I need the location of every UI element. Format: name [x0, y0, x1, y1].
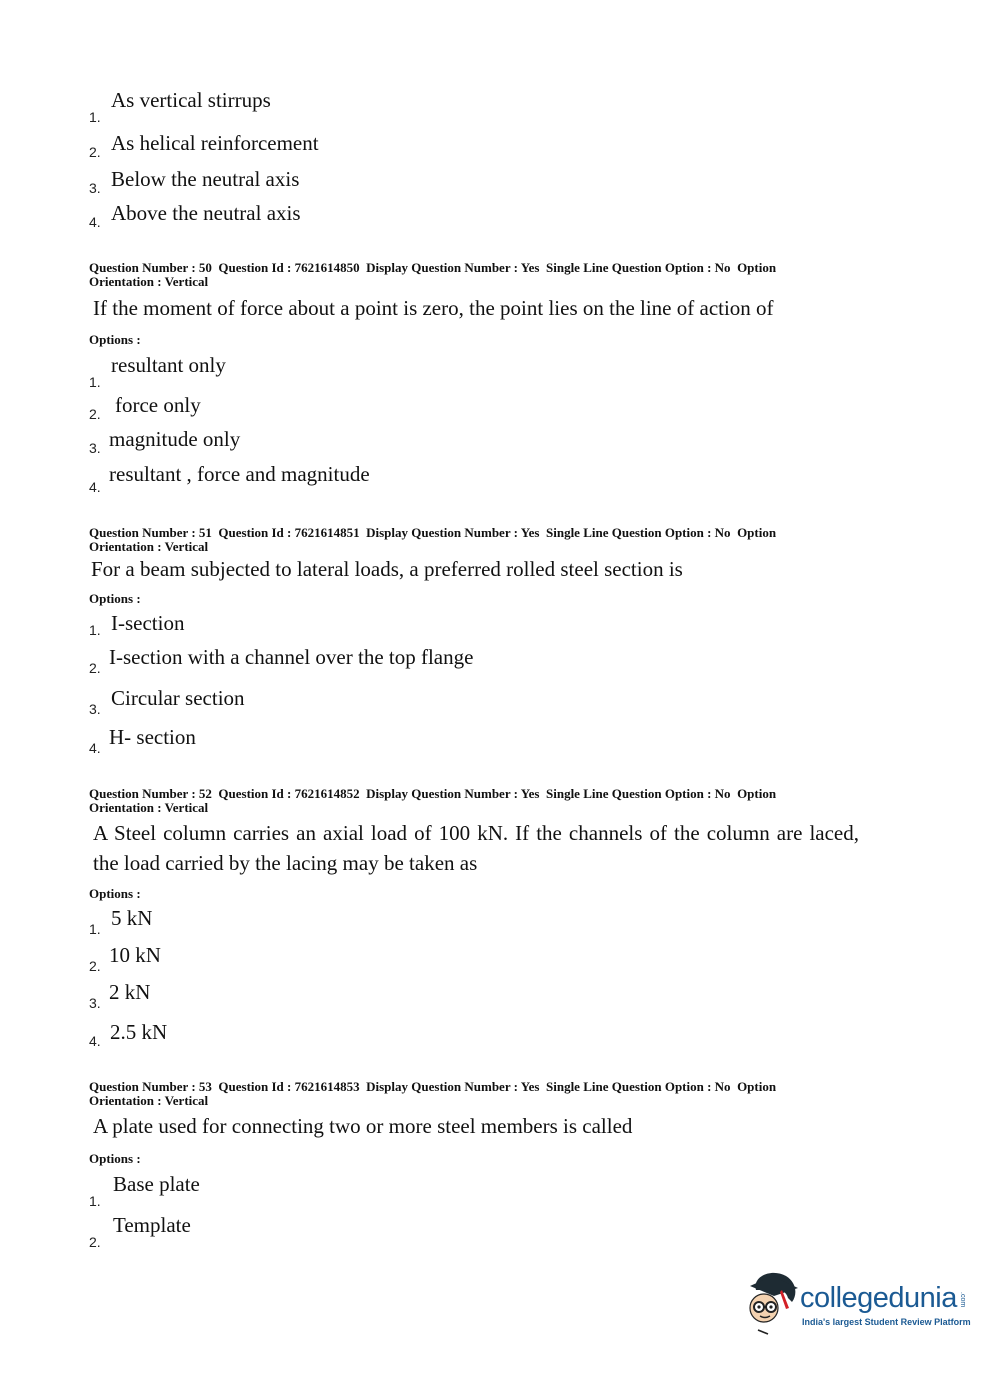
meta-label-display: Display Question Number :: [366, 1079, 518, 1094]
meta-label-question-id: Question Id :: [218, 260, 292, 275]
meta-label-single-line: Single Line Question Option :: [546, 1079, 712, 1094]
option-number: 2.: [89, 1234, 101, 1250]
meta-question-id: 7621614853: [294, 1079, 360, 1094]
question-meta: [89, 526, 869, 554]
meta-label-display: Display Question Number :: [366, 525, 518, 540]
option-text: 2.5 kN: [110, 1020, 168, 1044]
option-text: resultant , force and magnitude: [109, 462, 370, 486]
meta-label-question-number: Question Number :: [89, 786, 196, 801]
option-text: 10 kN: [109, 943, 161, 967]
meta-question-id: 7621614851: [294, 525, 360, 540]
option-number: 4.: [89, 740, 101, 756]
meta-label-question-id: Question Id :: [218, 525, 292, 540]
meta-label-option: Option: [737, 525, 777, 540]
options-label: Options :: [89, 1151, 141, 1166]
option-number: 3.: [89, 180, 101, 196]
meta-display-value: Yes: [520, 525, 540, 540]
meta-label-question-number: Question Number :: [89, 525, 196, 540]
option-text: I-section with a channel over the top flange: [109, 645, 474, 669]
options-label: Options :: [89, 886, 141, 901]
logo-tagline: India's largest Student Review Platform: [802, 1317, 971, 1327]
meta-display-value: Yes: [520, 260, 540, 275]
option-number: 3.: [89, 995, 101, 1011]
meta-label-orientation: Orientation :: [89, 274, 162, 289]
meta-orientation-value: Vertical: [164, 800, 209, 815]
option-number: 4.: [89, 479, 101, 495]
meta-orientation-value: Vertical: [164, 539, 209, 554]
option-number: 1.: [89, 374, 101, 390]
meta-label-option: Option: [737, 1079, 777, 1094]
option-number: 2.: [89, 144, 101, 160]
option-number: 1.: [89, 921, 101, 937]
meta-display-value: Yes: [520, 786, 540, 801]
meta-question-id: 7621614850: [294, 260, 360, 275]
meta-orientation-value: Vertical: [164, 274, 209, 289]
logo-suffix: .com: [959, 1292, 966, 1308]
option-number: 3.: [89, 440, 101, 456]
option-text: 2 kN: [109, 980, 151, 1004]
meta-label-single-line: Single Line Question Option :: [546, 525, 712, 540]
options-label: Options :: [89, 591, 141, 606]
option-text: H- section: [109, 725, 196, 749]
option-text: 5 kN: [111, 906, 153, 930]
question-text: If the moment of force about a point is zero, the point lies on the line of action of: [93, 296, 774, 320]
meta-single-line-value: No: [714, 1079, 731, 1094]
meta-label-orientation: Orientation :: [89, 539, 162, 554]
meta-label-orientation: Orientation :: [89, 1093, 162, 1108]
meta-single-line-value: No: [714, 260, 731, 275]
option-number: 2.: [89, 406, 101, 422]
meta-label-option: Option: [737, 786, 777, 801]
student-mascot-icon: [742, 1268, 802, 1338]
option-number: 1.: [89, 1193, 101, 1209]
meta-single-line-value: No: [714, 525, 731, 540]
option-text: Above the neutral axis: [111, 201, 301, 225]
meta-question-number: 52: [198, 786, 212, 801]
meta-label-option: Option: [737, 260, 777, 275]
option-number: 2.: [89, 958, 101, 974]
meta-label-orientation: Orientation :: [89, 800, 162, 815]
meta-label-single-line: Single Line Question Option :: [546, 786, 712, 801]
option-number: 4.: [89, 1033, 101, 1049]
question-text: A Steel column carries an axial load of 100 kN. If the channels of the column are laced, the load carried by the lacing may be taken as: [93, 821, 859, 875]
meta-label-question-number: Question Number :: [89, 1079, 196, 1094]
option-text: Template: [113, 1213, 191, 1237]
meta-question-number: 53: [198, 1079, 212, 1094]
question-text: For a beam subjected to lateral loads, a preferred rolled steel section is: [91, 557, 683, 581]
options-label: Options :: [89, 332, 141, 347]
option-text: resultant only: [111, 353, 226, 377]
option-number: 2.: [89, 660, 101, 676]
option-text: force only: [115, 393, 201, 417]
option-text: Base plate: [113, 1172, 200, 1196]
meta-display-value: Yes: [520, 1079, 540, 1094]
meta-orientation-value: Vertical: [164, 1093, 209, 1108]
meta-question-id: 7621614852: [294, 786, 360, 801]
option-text: I-section: [111, 611, 185, 635]
meta-label-display: Display Question Number :: [366, 260, 518, 275]
option-number: 1.: [89, 109, 101, 125]
question-text: A plate used for connecting two or more steel members is called: [93, 1114, 633, 1138]
option-number: 1.: [89, 622, 101, 638]
meta-label-question-id: Question Id :: [218, 786, 292, 801]
meta-label-question-number: Question Number :: [89, 260, 196, 275]
meta-question-number: 51: [198, 525, 212, 540]
option-number: 3.: [89, 701, 101, 717]
meta-question-number: 50: [198, 260, 212, 275]
meta-label-question-id: Question Id :: [218, 1079, 292, 1094]
option-text: As helical reinforcement: [111, 131, 319, 155]
question-meta: [89, 1080, 869, 1108]
question-meta: [89, 261, 869, 289]
option-text: As vertical stirrups: [111, 88, 271, 112]
option-text: Circular section: [111, 686, 245, 710]
option-text: magnitude only: [109, 427, 241, 451]
meta-single-line-value: No: [714, 786, 731, 801]
option-text: Below the neutral axis: [111, 167, 300, 191]
option-number: 4.: [89, 214, 101, 230]
logo-wordmark: collegedunia: [800, 1282, 957, 1314]
question-meta: [89, 787, 869, 815]
meta-label-display: Display Question Number :: [366, 786, 518, 801]
meta-label-single-line: Single Line Question Option :: [546, 260, 712, 275]
collegedunia-logo: [742, 1268, 972, 1338]
